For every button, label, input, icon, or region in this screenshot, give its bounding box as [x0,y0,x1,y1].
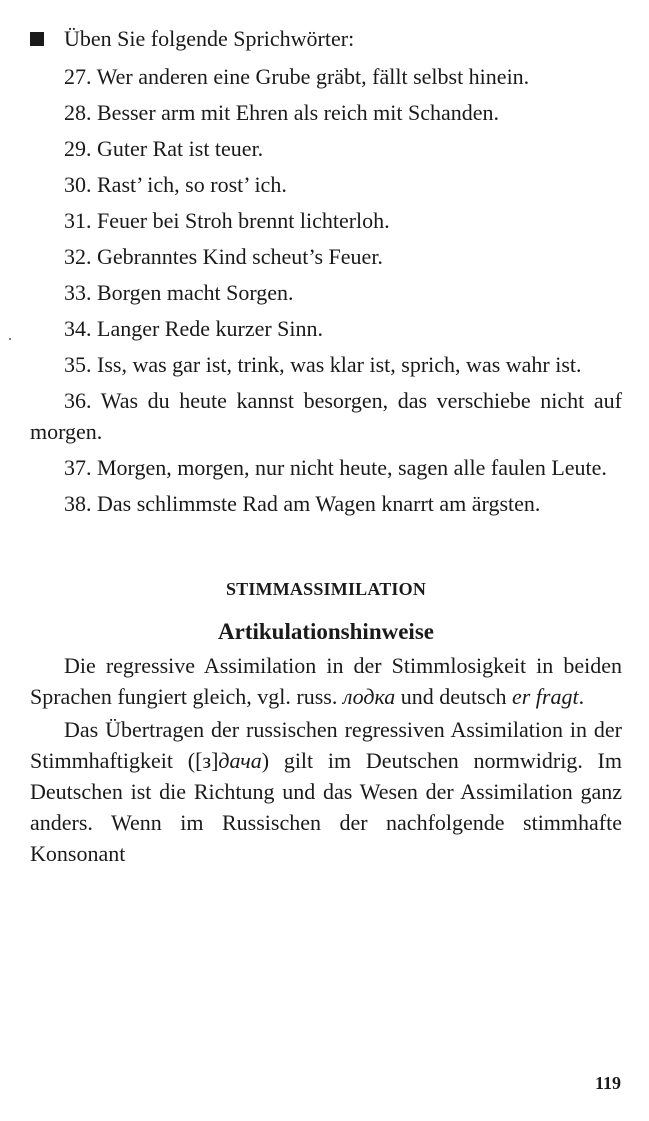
list-item [30,61,622,92]
list-item [30,169,622,200]
item-text: Rast’ ich, so rost’ ich. [97,172,287,197]
item-number: 33. [64,280,92,305]
item-text: Besser arm mit Ehren als reich mit Schanden. [97,100,499,125]
list-item [30,205,622,236]
page-content [30,22,622,869]
section-title: STIMMASSIMILATION [225,579,427,599]
scan-speck [9,338,11,340]
item-number: 27. [64,64,92,89]
item-text: Guter Rat ist teuer. [97,136,264,161]
list-item [30,97,622,128]
list-item [30,488,622,519]
russian-example: лодка [342,684,396,709]
russian-example: дача [218,748,262,773]
item-number: 34. [64,316,92,341]
paragraph-2 [30,714,622,869]
subheading: Artikulationshinweise [218,619,434,644]
instruction-text: Üben Sie folgende Sprichwörter: [64,26,355,51]
item-text: Was du heute kannst besorgen, das verschiebe nicht auf morgen. [30,388,622,444]
item-number: 32. [64,244,92,269]
list-item [30,277,622,308]
item-text: Morgen, morgen, nur nicht heute, sagen alle faulen Leute. [97,455,607,480]
list-item [30,385,622,447]
list-item [30,241,622,272]
exercise-instruction [30,22,622,56]
paragraph-text: und deutsch [395,684,512,709]
item-text: Borgen macht Sorgen. [97,280,294,305]
german-example: er fragt [511,684,579,709]
item-text: Feuer bei Stroh brennt lichterloh. [97,208,390,233]
page-number: 119 [594,1073,621,1093]
transcription: [з] [195,748,219,773]
paragraph-text: . [578,684,585,709]
item-number: 38. [64,491,92,516]
item-text: Iss, was gar ist, trink, was klar ist, sprich, was wahr ist. [97,352,582,377]
item-number: 30. [64,172,92,197]
item-text: Wer anderen eine Grube gräbt, fällt selbst hinein. [96,64,530,89]
paragraph-text: ) gilt im Deutschen normwidrig. Im Deutschen ist die Richtung und das Wesen der Assimilation ganz anders. Wenn im Russischen der nachfolgende stimmhafte Konsonant [30,748,622,866]
item-number: 29. [64,136,92,161]
item-number: 28. [64,100,92,125]
item-text: Das schlimmste Rad am Wagen knarrt am ärgsten. [97,491,541,516]
list-item [30,313,622,344]
list-item [30,452,622,483]
list-item [30,133,622,164]
paragraph-1 [30,650,622,712]
paragraph-text: Die regressive Assimilation in der Stimmlosigkeit in beiden Sprachen fungiert gleich, vgl. russ. [30,653,622,709]
proverb-list [30,61,622,519]
item-text: Langer Rede kurzer Sinn. [97,316,324,341]
paragraph-text: Das Übertragen der russischen regressiven Assimilation in der Stimmhaftigkeit ( [30,717,622,773]
list-item [30,349,622,380]
item-number: 31. [64,208,92,233]
square-bullet-icon [30,32,44,46]
item-text: Gebranntes Kind scheut’s Feuer. [97,244,383,269]
item-number: 35. [64,352,92,377]
item-number: 36. [64,388,92,413]
item-number: 37. [64,455,92,480]
